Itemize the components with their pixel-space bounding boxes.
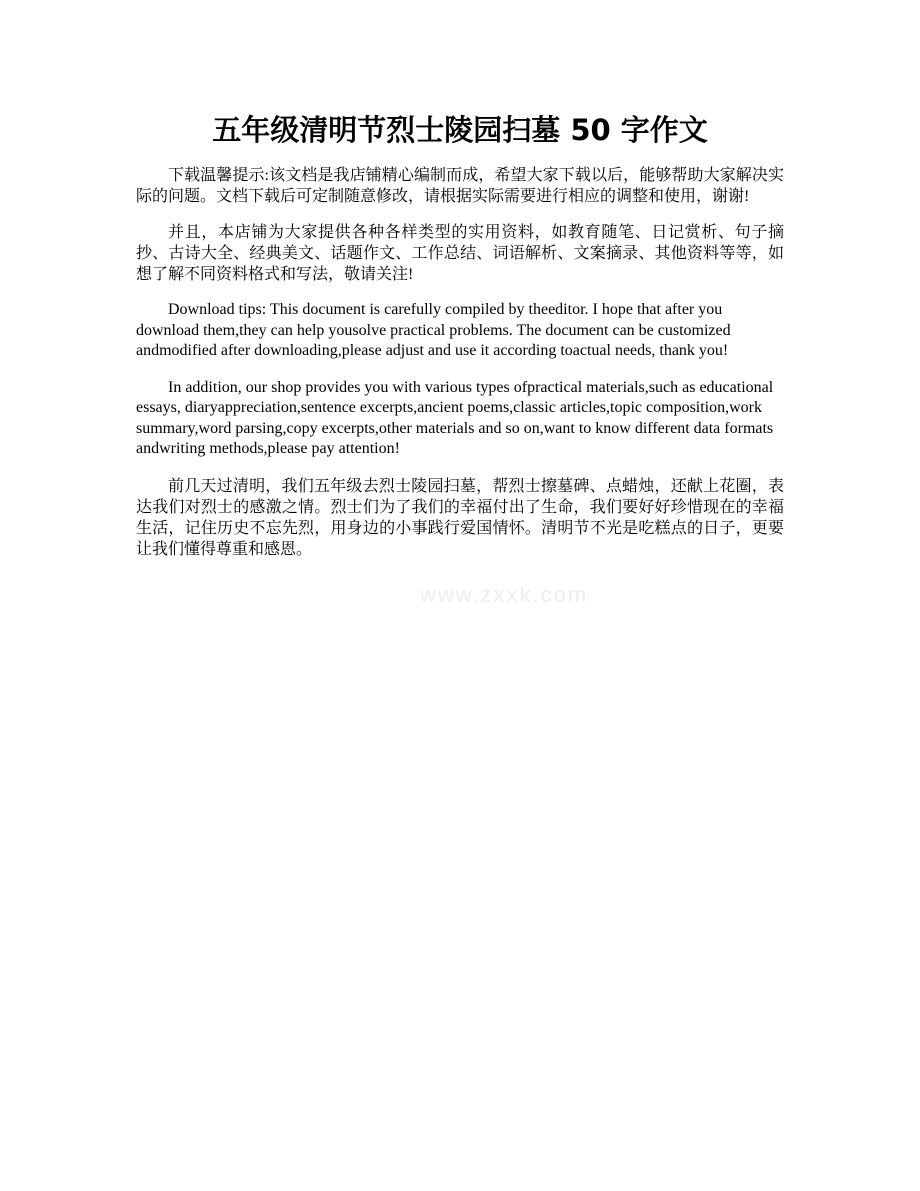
paragraph-download-tip-en: Download tips: This document is carefully compiled by theeditor. I hope that after you download them,they can help yousolve practical problems. The document can be customized andmodified after downloading,please adjust and use it according toactual needs, thank you! [136, 301, 731, 359]
watermark: www.zxxk.com [420, 582, 589, 607]
document-title: 五年级清明节烈士陵园扫墓 50 字作文 [212, 113, 708, 147]
paragraph-shop-intro-cn: 并且，本店铺为大家提供各种各样类型的实用资料，如教育随笔、日记赏析、句子摘抄、古诗大全、经典美文、话题作文、工作总结、词语解析、文案摘录、其他资料等等，如想了解不同资料格式和写法，敬请关注! [136, 224, 784, 283]
paragraph-shop-intro-en: In addition, our shop provides you with various types ofpractical materials,such as educational essays, diaryappreciation,sentence excerpts,ancient poems,classic articles,topic composition,work summary,word parsing,copy excerpts,other materials and so on,want to know different data formats andwriting methods,please pay attention! [136, 378, 774, 457]
document-body [136, 165, 784, 575]
paragraph-download-tip-cn: 下载温馨提示:该文档是我店铺精心编制而成，希望大家下载以后，能够帮助大家解决实际的问题。文档下载后可定制随意修改，请根据实际需要进行相应的调整和使用，谢谢! [136, 167, 784, 205]
paragraph-essay: 前几天过清明，我们五年级去烈士陵园扫墓，帮烈士擦墓碑、点蜡烛，还献上花圈，表达我们对烈士的感激之情。烈士们为了我们的幸福付出了生命，我们要好好珍惜现在的幸福生活，记住历史不忘先烈，用身边的小事践行爱国情怀。清明节不光是吃糕点的日子，更要让我们懂得尊重和感恩。 [136, 477, 784, 558]
